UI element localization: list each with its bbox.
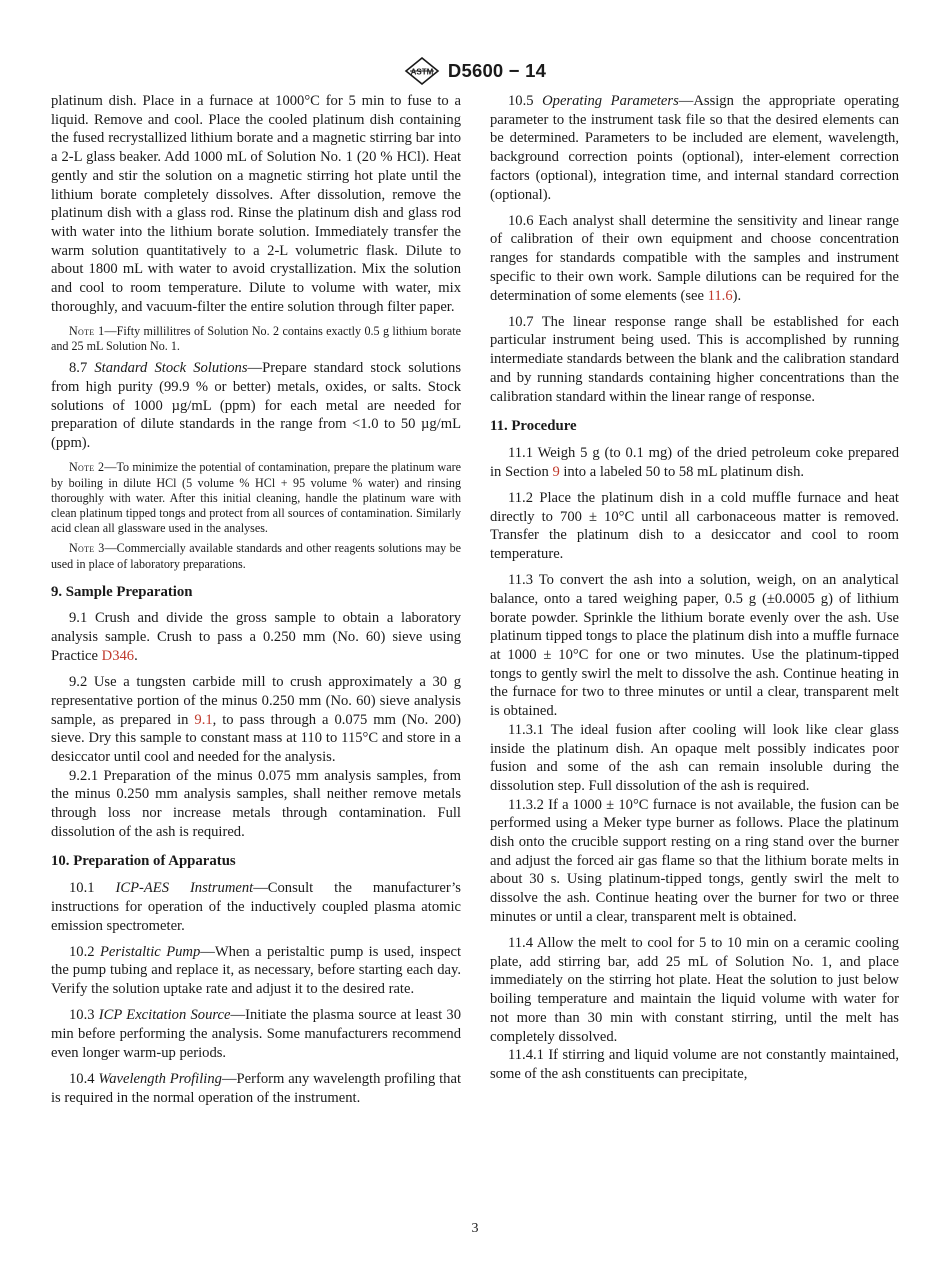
link-11-6[interactable]: 11.6	[707, 287, 733, 304]
section-heading-10: 10. Preparation of Apparatus	[51, 853, 236, 870]
paragraph-8-6-continued: platinum dish. Place in a furnace at 1000°C for 5 min to fuse to a liquid. Remove and cool. Place the cooled platinum dish containing the fused recrystallized lithium borate and a magnetic stirring bar into a 2-L glass beaker. Add 1000 mL of Solution No. 1 (20 % HCl). Heat gently and stir the solution on a magnetic stirring hot plate until the lithium borate completely dissolves. After dissolution, remove the platinum dish with a glass rod. Rinse the platinum dish and glass rod with water into the lithium borate solution. Immediately transfer the warm solution quantitatively to a 2-L volumetric flask. Dilute to about 1800 mL with water to avoid crystallization. Mix the solution and cool to room temperature. Dilute to volume with water, mix thoroughly, and vacuum-filter the entire solution through filter paper.	[51, 93, 461, 315]
paragraph-9-2: 9.2 Use a tungsten carbide mill to crush approximately a 30 g representative portion of the minus 0.250 mm (No. 60) sieve analysis sample, as prepared in 9.1, to pass through a 0.075 mm (No. 200) sieve. Dry this sample to constant mass at 110 to 115°C and store in a desiccator until cool and needed for the analysis.	[51, 674, 461, 765]
paragraph-9-2-1: 9.2.1 Preparation of the minus 0.075 mm analysis samples, from the minus 0.250 mm analysis samples, shall neither remove metals through loss nor increase metals through contamination. Full dissolution of the ash is required.	[51, 767, 461, 840]
section-heading-11: 11. Procedure	[490, 418, 577, 435]
section-heading-9: 9. Sample Preparation	[51, 583, 193, 600]
paragraph-8-7: 8.7 Standard Stock Solutions—Prepare standard stock solutions from high purity (99.9 % or better) metals, oxides, or salts. Stock solutions of 1000 µg/mL (ppm) for each metal are needed for preparation of dilute standards in the range from <1.0 to 50 µg/mL (ppm).	[51, 360, 462, 452]
astm-logo	[404, 57, 440, 85]
document-id: D5600 − 14	[447, 60, 547, 81]
paragraph-10-6: 10.6 Each analyst shall determine the sensitivity and linear range of calibration of their own equipment and choose concentration ranges for standards compatible with the samples and instrument specific to their own work. Sample dilutions can be required for the determination of some elements (see 11.6).	[490, 212, 899, 304]
paragraph-11-4: 11.4 Allow the melt to cool for 5 to 10 min on a ceramic cooling plate, add stirring bar, add 25 mL of Solution No. 1, and place immediately on the stirring hot plate. Heat the solution to just below boiling temperature and maintain the liquid volume with water for not more than 30 min with constant stirring, until the melt has completely dissolved.	[490, 935, 899, 1045]
paragraph-10-5: 10.5 Operating Parameters—Assign the appropriate operating parameter to the instrument task file so that the desired elements can be determined. Parameters to be included are element, wavelength, background correction points (optional), inter-element correction factors (optional), integration time, and internal standard correction (optional).	[490, 93, 899, 203]
paragraph-10-7: 10.7 The linear response range shall be established for each particular instrument being used. This is accomplished by running intermediate standards between the blank and the calibration standard and by running standards containing higher concentrations than the calibration standard within the linear range of response.	[490, 313, 899, 405]
page-header	[0, 56, 950, 86]
paragraph-10-1: 10.1 ICP-AES Instrument—Consult the manufacturer’s instructions for operation of the inductively coupled plasma atomic emission spectrometer.	[51, 880, 461, 934]
paragraph-11-2: 11.2 Place the platinum dish in a cold muffle furnace and heat directly to 700 ± 10°C until all carbonaceous matter is removed. Transfer the platinum dish to a desiccator and cool to room temperature.	[490, 489, 899, 562]
right-column	[490, 92, 899, 1091]
paragraph-11-3: 11.3 To convert the ash into a solution, weigh, on an analytical balance, onto a tared weighing paper, 0.5 g (±0.0005 g) of lithium borate powder. Sprinkle the lithium borate evenly over the ash. Use platinum tipped tongs to place the platinum dish into a muffle furnace at 1000 ± 10°C for one or two minutes. Use the platinum-tipped tongs to gently swirl the melt to dissolve the ash. Continue heating in the furnace for two to three minutes or until a clear, transparent melt is obtained.	[490, 572, 899, 720]
link-9-1[interactable]: 9.1	[194, 711, 213, 728]
note-2: Note 2—To minimize the potential of contamination, prepare the platinum ware by boiling in dilute HCl (5 volume % HCl + 95 volume % water) and rinsing thoroughly with water. After this initial cleaning, handle the platinum ware with clean platinum tipped tongs and protect from all sources of contamination. Similarly acid clean all glassware used in the analyses.	[51, 460, 462, 536]
paragraph-11-3-2: 11.3.2 If a 1000 ± 10°C furnace is not available, the fusion can be performed using a Meker type burner as follows. Place the platinum dish onto the crucible support resting on a ring stand over the burner and adjust the forced air gas flame so that the lithium borate melts in about 30 s. Using platinum-tipped tongs, gently swirl the melt to dissolve the ash. Continue heating over the burner for two or three minutes or until a clear, transparent melt is obtained.	[490, 796, 899, 925]
paragraph-10-2: 10.2 Peristaltic Pump—When a peristaltic pump is used, inspect the pump tubing and replace it, as necessary, before starting each day. Verify the solution uptake rate and adjust it to the desired rate.	[51, 943, 461, 998]
paragraph-10-4: 10.4 Wavelength Profiling—Perform any wavelength profiling that is required in the normal operation of the instrument.	[51, 1070, 462, 1106]
note-3: Note 3—Commercially available standards and other reagents solutions may be used in place of laboratory preparations.	[51, 541, 462, 571]
link-section-9[interactable]: 9	[552, 463, 560, 480]
svg-text:ASTM: ASTM	[410, 67, 434, 77]
paragraph-11-1: 11.1 Weigh 5 g (to 0.1 mg) of the dried petroleum coke prepared in Section 9 into a labeled 50 to 58 mL platinum dish.	[490, 444, 899, 480]
paragraph-10-3: 10.3 ICP Excitation Source—Initiate the plasma source at least 30 min before performing the analysis. Some manufacturers recommend even longer warm-up periods.	[51, 1007, 462, 1061]
left-column	[51, 92, 461, 1115]
paragraph-11-3-1: 11.3.1 The ideal fusion after cooling will look like clear glass inside the platinum dish. An opaque melt possibly indicates poor fusion and some of the ash can remain insoluble during the dissolution step. Full dissolution of the ash is required.	[490, 721, 899, 794]
paragraph-11-4-1: 11.4.1 If stirring and liquid volume are not constantly maintained, some of the ash constituents can precipitate,	[490, 1047, 899, 1082]
page-number: 3	[471, 1221, 479, 1236]
note-1: Note 1—Fifty millilitres of Solution No. 2 contains exactly 0.5 g lithium borate and 25 mL Solution No. 1.	[51, 323, 461, 354]
paragraph-9-1: 9.1 Crush and divide the gross sample to obtain a laboratory analysis sample. Crush to pass a 0.250 mm (No. 60) sieve using Practice D346.	[51, 610, 461, 664]
link-d346[interactable]: D346	[101, 647, 135, 664]
